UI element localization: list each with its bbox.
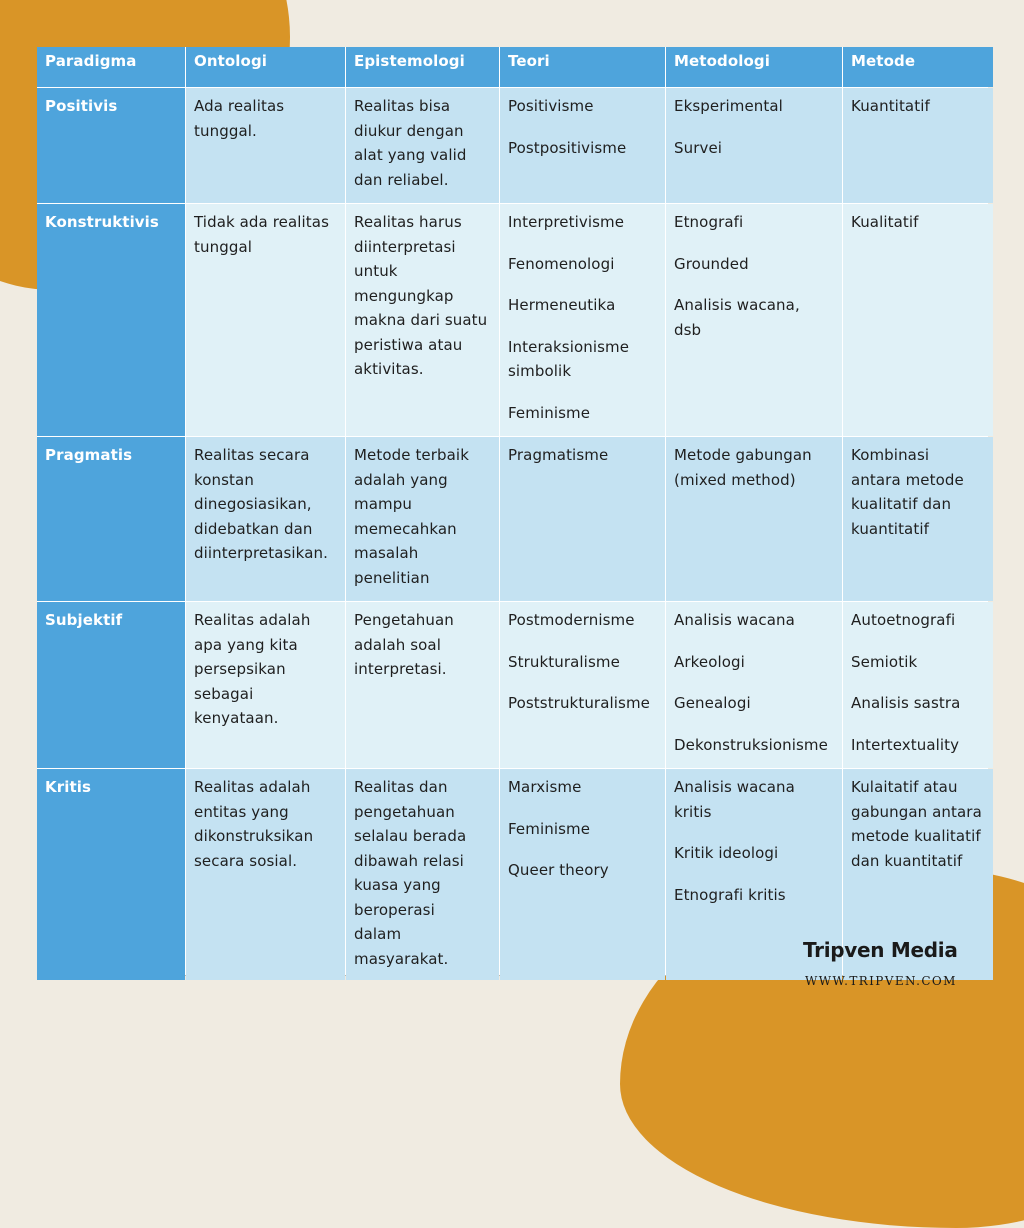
cell-epistemologi	[346, 88, 499, 203]
paradigm-comparison-table	[37, 47, 988, 975]
cell-ontologi	[186, 88, 345, 203]
cell-text-line: Metode terbaik	[354, 446, 469, 464]
list-item: Metode gabungan	[674, 446, 812, 464]
cell-text-line: Realitas bisa	[354, 97, 451, 115]
cell-teori	[500, 204, 665, 436]
cell-text-line: alat yang valid	[354, 146, 467, 164]
item-spacer	[674, 276, 834, 293]
header-metode: Metode	[843, 47, 993, 87]
cell-text-line: Realitas adalah	[194, 778, 311, 796]
list-item: Pragmatisme	[508, 446, 609, 464]
cell-ontologi	[186, 602, 345, 768]
cell-text-line: penelitian	[354, 568, 430, 587]
list-item: kualitatif dan	[851, 495, 952, 513]
brand-website: WWW.TRIPVEN.COM	[805, 974, 957, 988]
item-spacer	[674, 235, 834, 252]
cell-teori	[500, 602, 665, 768]
list-item: Analisis sastra	[851, 694, 961, 712]
list-item: Etnografi kritis	[674, 885, 786, 904]
list-item: dsb	[674, 320, 702, 339]
item-spacer	[508, 800, 657, 817]
cell-text-line: adalah soal	[354, 635, 441, 654]
cell-metode	[843, 204, 993, 436]
cell-epistemologi	[346, 602, 499, 768]
cell-metode	[843, 88, 993, 203]
item-spacer	[508, 674, 657, 691]
header-metodologi: Metodologi	[666, 47, 842, 87]
cell-text-line: Pengetahuan	[354, 611, 454, 629]
list-item: Semiotik	[851, 652, 918, 671]
list-item: Arkeologi	[674, 652, 745, 671]
header-ontologi: Ontologi	[186, 47, 345, 87]
item-spacer	[674, 119, 834, 136]
cell-text-line: dinegosiasikan,	[194, 495, 312, 513]
list-item: Autoetnografi	[851, 611, 956, 629]
cell-text-line: kenyataan.	[194, 709, 279, 727]
item-spacer	[674, 633, 834, 650]
cell-ontologi	[186, 204, 345, 436]
cell-text-line: sebagai	[194, 684, 254, 703]
list-item: Kuantitatif	[851, 97, 930, 115]
list-item: Queer theory	[508, 861, 609, 879]
list-item: Grounded	[674, 254, 749, 273]
item-spacer	[508, 384, 657, 401]
item-spacer	[851, 674, 985, 691]
cell-text-line: diinterpretasi	[354, 237, 456, 256]
cell-text-line: dalam	[354, 925, 402, 943]
cell-ontologi	[186, 769, 345, 980]
list-item: Kualitatif	[851, 213, 919, 231]
cell-teori	[500, 437, 665, 601]
cell-text-line: adalah yang	[354, 470, 448, 489]
cell-text-line: persepsikan	[194, 660, 286, 678]
cell-text-line: Tidak ada realitas	[194, 213, 329, 231]
item-spacer	[851, 633, 985, 650]
item-spacer	[674, 824, 834, 841]
cell-text-line: tunggal.	[194, 121, 257, 140]
cell-text-line: mampu	[354, 495, 412, 513]
row-paradigma: Positivis	[37, 88, 185, 203]
list-item: gabungan antara	[851, 802, 982, 821]
list-item: Kritik ideologi	[674, 844, 779, 862]
cell-metodologi	[666, 88, 842, 203]
list-item: Genealogi	[674, 694, 751, 712]
cell-text-line: Realitas dan	[354, 778, 448, 796]
list-item: Analisis wacana	[674, 778, 795, 796]
list-item: Interaksionisme	[508, 337, 630, 356]
list-item: Dekonstruksionisme	[674, 735, 828, 754]
list-item: metode kualitatif	[851, 827, 981, 845]
cell-text-line: dan reliabel.	[354, 170, 449, 189]
cell-text-line: memecahkan	[354, 519, 457, 538]
list-item: Hermeneutika	[508, 296, 616, 314]
cell-text-line: aktivitas.	[354, 360, 424, 378]
cell-ontologi	[186, 437, 345, 601]
cell-text-line: dikonstruksikan	[194, 827, 314, 845]
item-spacer	[508, 633, 657, 650]
cell-epistemologi	[346, 437, 499, 601]
cell-text-line: konstan	[194, 470, 254, 489]
list-item: Strukturalisme	[508, 652, 620, 671]
cell-metodologi	[666, 437, 842, 601]
cell-text-line: Realitas harus	[354, 213, 462, 231]
cell-text-line: Ada realitas	[194, 97, 285, 115]
cell-text-line: diinterpretasikan.	[194, 544, 328, 562]
cell-metode	[843, 602, 993, 768]
row-paradigma: Kritis	[37, 769, 185, 980]
item-spacer	[508, 276, 657, 293]
cell-text-line: diukur dengan	[354, 121, 464, 140]
list-item: Intertextuality	[851, 735, 960, 754]
list-item: Kulaitatif atau	[851, 778, 958, 796]
list-item: Interpretivisme	[508, 213, 625, 231]
item-spacer	[508, 235, 657, 252]
list-item: Feminisme	[508, 819, 591, 838]
cell-text-line: pengetahuan	[354, 802, 455, 821]
list-item: antara metode	[851, 470, 964, 489]
list-item: Analisis wacana	[674, 611, 795, 629]
list-item: Survei	[674, 138, 723, 157]
brand-name: Tripven Media	[803, 938, 958, 962]
list-item: simbolik	[508, 362, 572, 380]
row-paradigma: Subjektif	[37, 602, 185, 768]
item-spacer	[674, 716, 834, 733]
list-item: dan kuantitatif	[851, 851, 963, 870]
header-teori: Teori	[500, 47, 665, 87]
cell-text-line: masalah	[354, 544, 419, 562]
item-spacer	[674, 674, 834, 691]
cell-text-line: Realitas adalah	[194, 611, 311, 629]
cell-teori	[500, 769, 665, 980]
list-item: Feminisme	[508, 403, 591, 422]
list-item: Postmodernisme	[508, 611, 635, 629]
list-item: Eksperimental	[674, 97, 783, 115]
list-item: Fenomenologi	[508, 254, 615, 273]
row-paradigma: Pragmatis	[37, 437, 185, 601]
list-item: Marxisme	[508, 778, 582, 796]
cell-metodologi	[666, 204, 842, 436]
cell-metode	[843, 437, 993, 601]
cell-text-line: interpretasi.	[354, 660, 447, 678]
item-spacer	[508, 841, 657, 858]
cell-text-line: tunggal	[194, 237, 252, 256]
cell-text-line: entitas yang	[194, 802, 289, 821]
item-spacer	[508, 318, 657, 335]
list-item: (mixed method)	[674, 470, 796, 489]
cell-teori	[500, 88, 665, 203]
list-item: Etnografi	[674, 213, 744, 231]
list-item: Kombinasi	[851, 446, 930, 464]
cell-text-line: apa yang kita	[194, 635, 298, 654]
item-spacer	[851, 716, 985, 733]
list-item: kritis	[674, 802, 712, 821]
cell-text-line: beroperasi	[354, 900, 435, 919]
cell-text-line: dibawah relasi	[354, 851, 464, 870]
cell-text-line: kuasa yang	[354, 876, 441, 894]
item-spacer	[674, 866, 834, 883]
list-item: kuantitatif	[851, 519, 929, 538]
list-item: Analisis wacana,	[674, 296, 800, 314]
cell-text-line: peristiwa atau	[354, 335, 463, 354]
row-paradigma: Konstruktivis	[37, 204, 185, 436]
cell-text-line: masyarakat.	[354, 949, 449, 968]
cell-text-line: didebatkan dan	[194, 519, 313, 538]
cell-epistemologi	[346, 204, 499, 436]
cell-text-line: untuk	[354, 262, 398, 280]
list-item: Postpositivisme	[508, 138, 627, 157]
header-paradigma: Paradigma	[37, 47, 185, 87]
list-item: Positivisme	[508, 97, 594, 115]
list-item: Poststrukturalisme	[508, 694, 650, 712]
cell-text-line: makna dari suatu	[354, 311, 488, 329]
header-epistemologi: Epistemologi	[346, 47, 499, 87]
cell-metodologi	[666, 602, 842, 768]
cell-text-line: secara sosial.	[194, 851, 298, 870]
item-spacer	[508, 119, 657, 136]
cell-text-line: Realitas secara	[194, 446, 310, 464]
cell-epistemologi	[346, 769, 499, 980]
cell-text-line: selalau berada	[354, 827, 467, 845]
cell-text-line: mengungkap	[354, 286, 454, 305]
